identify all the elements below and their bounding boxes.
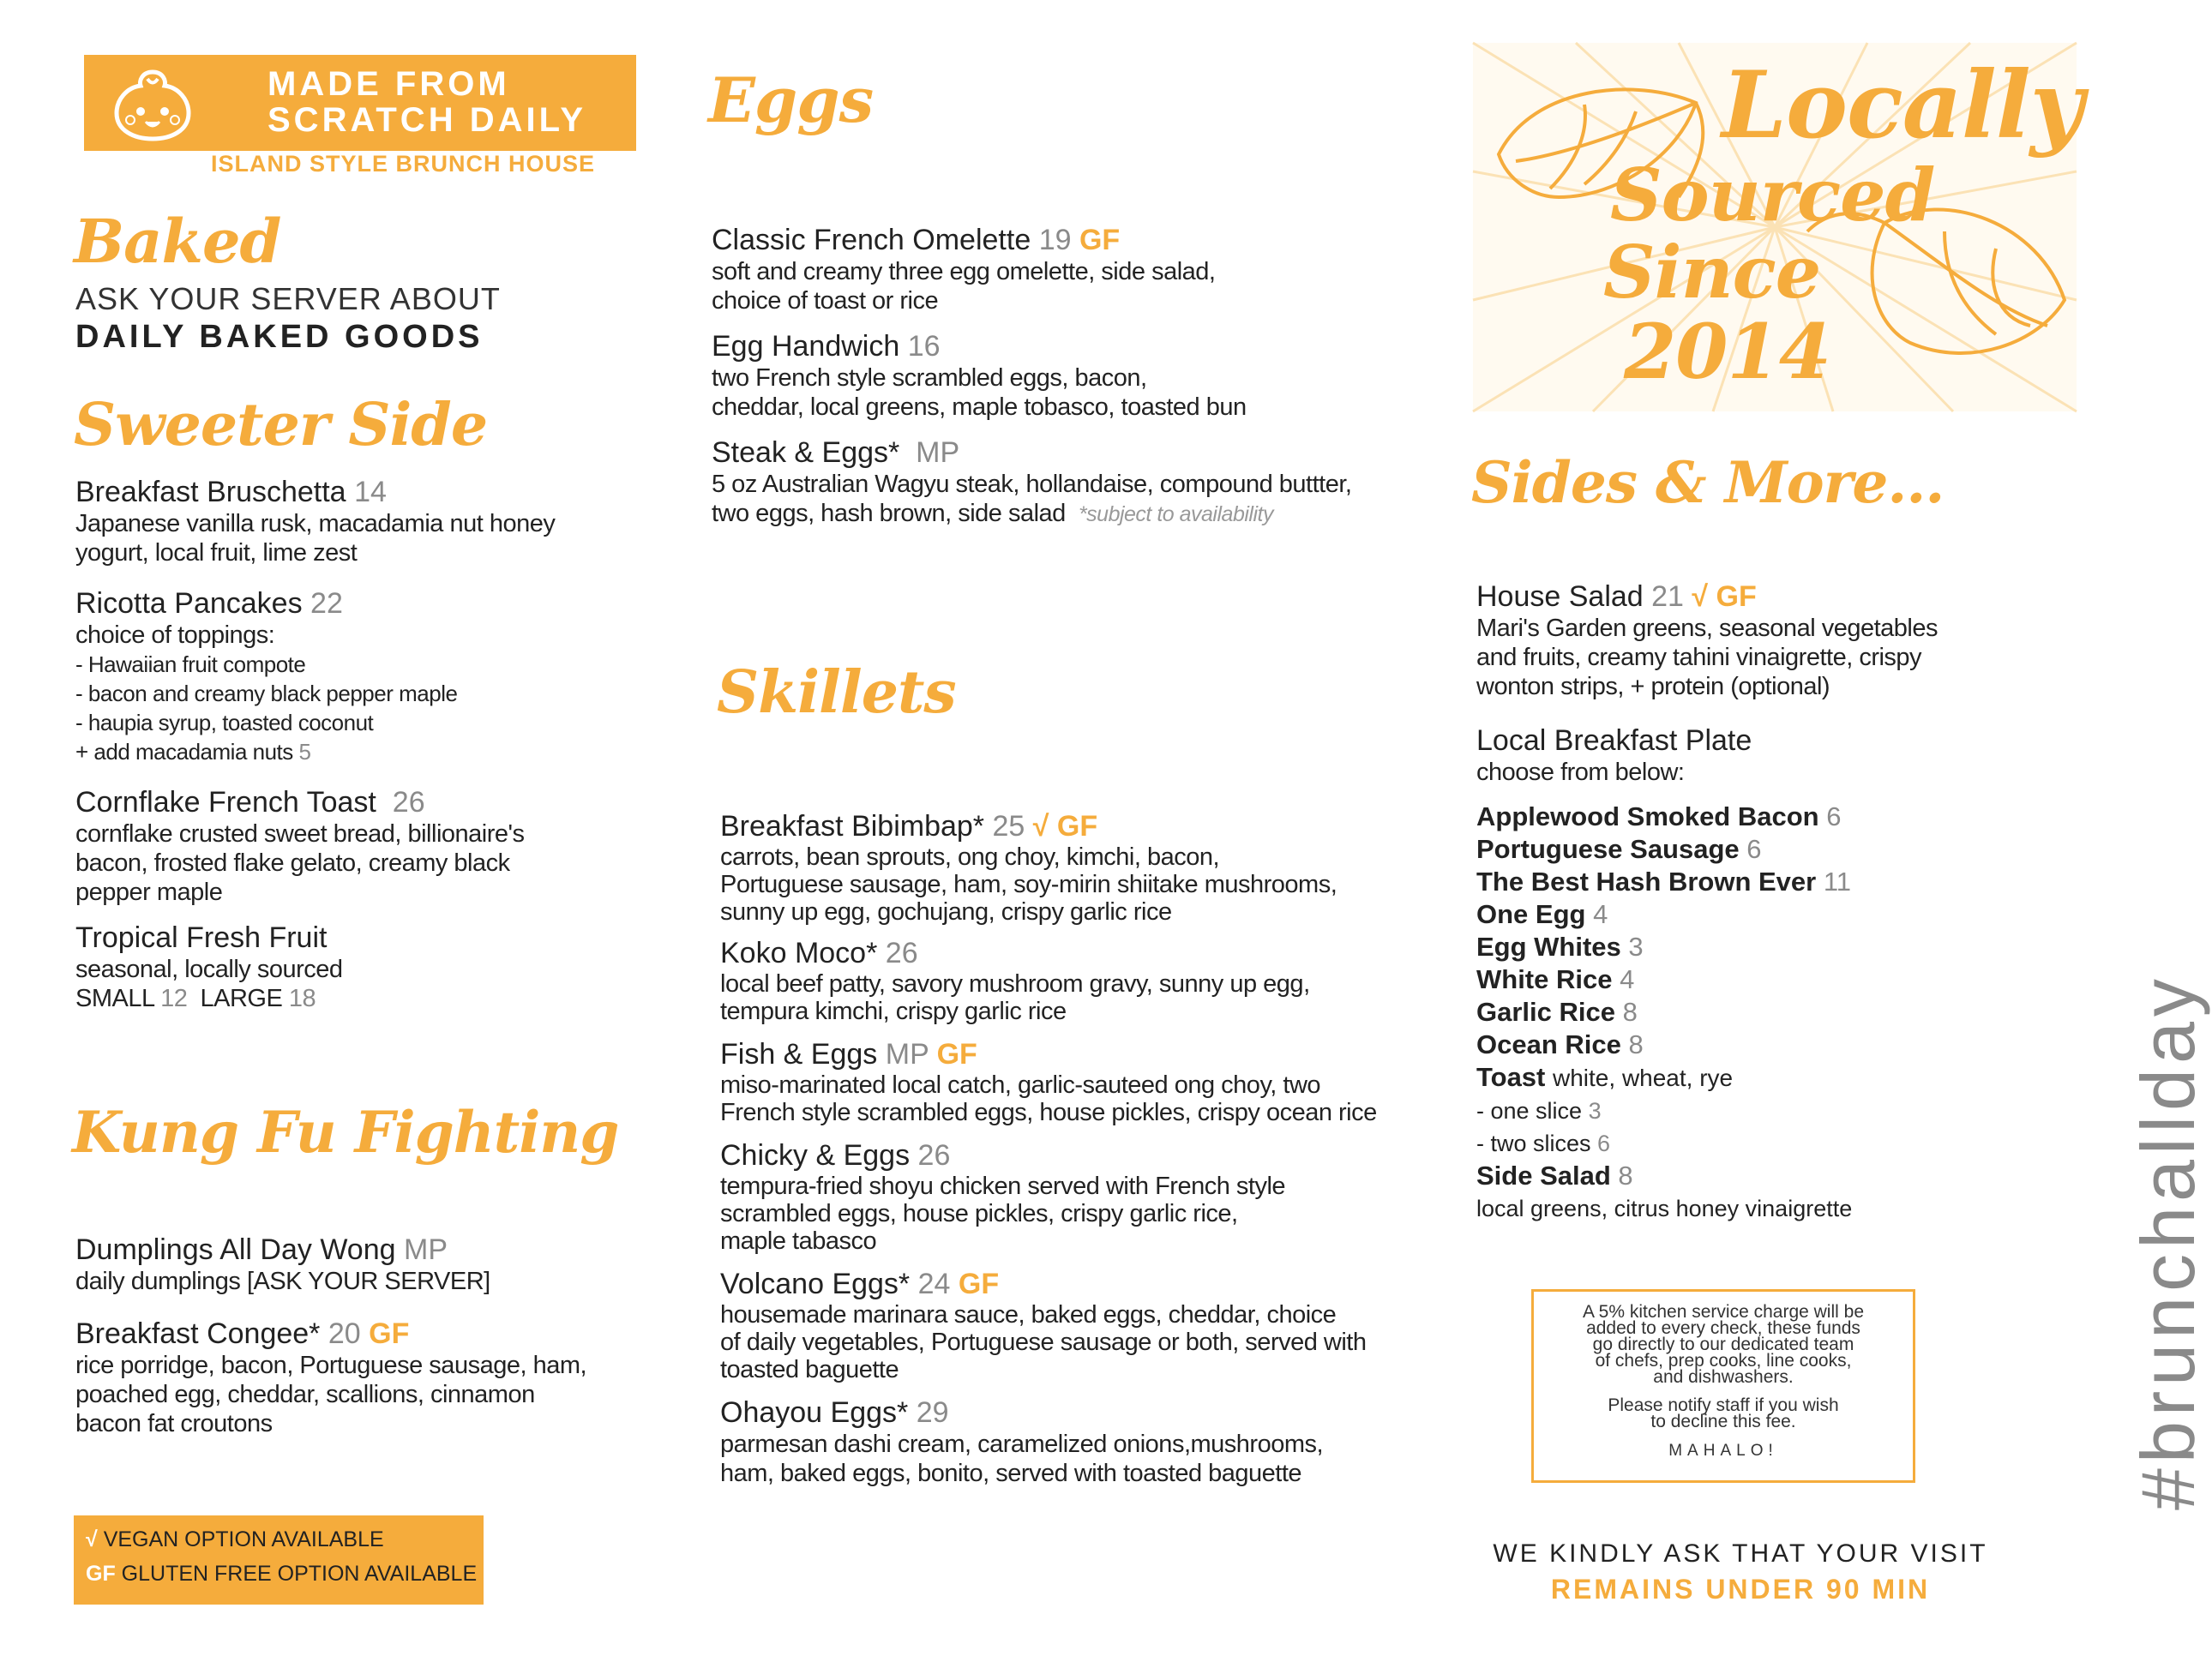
- item-price: 19: [1038, 224, 1072, 256]
- item-name: Koko Moco*: [720, 937, 878, 969]
- side-name: Toast: [1476, 1062, 1546, 1092]
- menu-item: [75, 921, 676, 1013]
- item-desc: ham, baked eggs, bonito, served with toasted baguette: [720, 1460, 1302, 1487]
- item-name: Egg Handwich: [712, 330, 900, 363]
- list-item: [1476, 1095, 2042, 1127]
- vegan-mark: √: [1032, 810, 1049, 843]
- kungfu-items: [75, 1233, 693, 1438]
- notice-decline: to decline this fee.: [1650, 1412, 1796, 1431]
- item-price: 24: [917, 1268, 951, 1300]
- header-tagline: ISLAND STYLE BRUNCH HOUSE: [211, 151, 596, 177]
- notice-line: of chefs, prep cooks, line cooks,: [1595, 1351, 1852, 1371]
- topping-option: - bacon and creamy black pepper maple: [75, 681, 458, 706]
- menu-item: [75, 586, 676, 766]
- item-desc: wonton strips, + protein (optional): [1476, 673, 1830, 700]
- size-small-price: 12: [160, 985, 188, 1012]
- item-name: Fish & Eggs: [720, 1038, 878, 1071]
- item-name: Dumplings All Day Wong: [75, 1233, 396, 1266]
- item-desc: French style scrambled eggs, house pickles, crispy ocean rice: [720, 1099, 1377, 1126]
- sides-list: [1476, 801, 2042, 1225]
- item-desc: toasted baguette: [720, 1356, 899, 1383]
- item-desc: Portuguese sausage, ham, soy-mirin shiitake mushrooms,: [720, 871, 1337, 898]
- toast-two-price: 6: [1597, 1131, 1611, 1156]
- bun-face-icon: [110, 62, 195, 144]
- notice-decline: Please notify staff if you wish: [1608, 1395, 1839, 1415]
- list-item: [1476, 931, 2042, 963]
- item-price: MP: [885, 1038, 929, 1071]
- side-name: Garlic Rice: [1476, 997, 1615, 1027]
- item-price: 20: [328, 1317, 361, 1350]
- item-name: Breakfast Bibimbap*: [720, 810, 985, 843]
- skillets-items: [720, 809, 1458, 1488]
- side-name: Ocean Rice: [1476, 1029, 1621, 1059]
- baked-title: Baked: [74, 206, 281, 277]
- item-price: 26: [917, 1139, 951, 1172]
- item-price: 16: [907, 330, 941, 363]
- notice-line: go directly to our dedicated team: [1592, 1335, 1854, 1354]
- item-name: Ricotta Pancakes: [75, 587, 303, 620]
- item-desc: choice of toast or rice: [712, 287, 939, 315]
- toast-options: white, wheat, rye: [1553, 1065, 1734, 1091]
- header-banner: [84, 55, 636, 151]
- item-desc: seasonal, locally sourced: [75, 956, 343, 983]
- item-desc: cornflake crusted sweet bread, billionaire's: [75, 820, 525, 848]
- sides-title: Sides & More...: [1471, 449, 1945, 516]
- notice-mahalo: MAHALO!: [1668, 1442, 1778, 1460]
- gf-tag: GF: [1079, 224, 1121, 256]
- menu-item: [720, 1395, 1458, 1488]
- list-item: [1476, 898, 2042, 931]
- badge-line-3: Since: [1603, 230, 1821, 315]
- side-name: Applewood Smoked Bacon: [1476, 801, 1819, 831]
- list-item: [1476, 1029, 2042, 1061]
- badge-line-1: Locally: [1722, 51, 2083, 159]
- vegan-mark: √: [86, 1527, 98, 1551]
- item-desc: bacon fat croutons: [75, 1410, 273, 1437]
- list-item: [1476, 1160, 2042, 1192]
- menu-item: [712, 223, 1449, 315]
- locally-sourced-badge: [1473, 43, 2083, 411]
- menu-item: [712, 329, 1449, 422]
- gf-tag: GF: [936, 1038, 977, 1071]
- menu-item: [720, 1138, 1458, 1255]
- item-desc: housemade marinara sauce, baked eggs, cheddar, choice: [720, 1301, 1337, 1329]
- item-name: Classic French Omelette: [712, 224, 1031, 256]
- menu-item: [720, 1267, 1458, 1383]
- sides-block: [1476, 579, 2042, 1225]
- eggs-items: [712, 223, 1449, 529]
- item-desc: 5 oz Australian Wagyu steak, hollandaise, compound buttter,: [712, 471, 1352, 498]
- side-salad-desc: local greens, citrus honey vinaigrette: [1476, 1196, 1853, 1221]
- gf-mark: GF: [86, 1562, 116, 1586]
- list-item: [1476, 996, 2042, 1029]
- skillets-title: Skillets: [717, 658, 956, 727]
- visit-line-1: WE KINDLY ASK THAT YOUR VISIT: [1493, 1539, 1988, 1568]
- item-price: 21: [1651, 580, 1684, 613]
- item-desc: choice of toppings:: [75, 621, 275, 649]
- item-name: Local Breakfast Plate: [1476, 724, 1752, 757]
- item-desc: poached egg, cheddar, scallions, cinnamon: [75, 1381, 535, 1408]
- sweeter-title: Sweeter Side: [74, 391, 488, 459]
- baked-line-2: DAILY BAKED GOODS: [75, 319, 484, 355]
- item-desc: bacon, frosted flake gelato, creamy black: [75, 849, 510, 877]
- item-desc: tempura-fried shoyu chicken served with French style: [720, 1173, 1286, 1200]
- item-desc: cheddar, local greens, maple tobasco, toasted bun: [712, 393, 1247, 421]
- list-item: [1476, 866, 2042, 898]
- side-price: 8: [1628, 1029, 1644, 1059]
- side-name: The Best Hash Brown Ever: [1476, 867, 1817, 897]
- legend-box: [74, 1515, 484, 1605]
- kungfu-title: Kung Fu Fighting: [72, 1099, 619, 1166]
- baked-line-1: ASK YOUR SERVER ABOUT: [75, 281, 501, 316]
- item-desc: tempura kimchi, crispy garlic rice: [720, 998, 1067, 1025]
- item-desc: sunny up egg, gochujang, crispy garlic rice: [720, 898, 1172, 926]
- item-price: 25: [992, 810, 1025, 843]
- item-name: Chicky & Eggs: [720, 1139, 911, 1172]
- item-price: 29: [916, 1396, 949, 1429]
- item-desc: miso-marinated local catch, garlic-sauteed ong choy, two: [720, 1071, 1321, 1099]
- notice-line: and dishwashers.: [1653, 1367, 1794, 1387]
- item-desc: rice porridge, bacon, Portuguese sausage, ham,: [75, 1352, 587, 1379]
- vegan-mark: √: [1692, 580, 1709, 613]
- item-name: Tropical Fresh Fruit: [75, 921, 328, 954]
- item-desc: daily dumplings [ASK YOUR SERVER]: [75, 1268, 490, 1295]
- item-desc: local beef patty, savory mushroom gravy, sunny up egg,: [720, 970, 1310, 998]
- visit-line-2: REMAINS UNDER 90 MIN: [1550, 1574, 1931, 1605]
- item-desc: choose from below:: [1476, 759, 1685, 786]
- menu-item: [720, 936, 1458, 1025]
- gf-tag: GF: [1716, 580, 1757, 613]
- menu-item: [712, 435, 1449, 529]
- item-price: 26: [392, 786, 425, 819]
- item-name: Ohayou Eggs*: [720, 1396, 909, 1429]
- item-price: MP: [404, 1233, 448, 1266]
- side-name: One Egg: [1476, 899, 1586, 929]
- item-desc: of daily vegetables, Portuguese sausage or both, served with: [720, 1329, 1367, 1356]
- list-item: [1476, 1061, 2042, 1095]
- gf-tag: GF: [1056, 810, 1098, 843]
- item-desc: scrambled eggs, house pickles, crispy garlic rice,: [720, 1200, 1238, 1227]
- eggs-title: Eggs: [708, 63, 874, 136]
- menu-item: [75, 475, 676, 567]
- item-desc: and fruits, creamy tahini vinaigrette, crispy: [1476, 644, 1922, 671]
- notice-line: added to every check, these funds: [1586, 1318, 1860, 1338]
- toast-one-price: 3: [1588, 1098, 1602, 1124]
- sweeter-items: [75, 475, 676, 1013]
- menu-item: [720, 1037, 1458, 1126]
- item-desc: carrots, bean sprouts, ong choy, kimchi, bacon,: [720, 843, 1220, 871]
- side-price: 3: [1628, 932, 1644, 962]
- item-desc: soft and creamy three egg omelette, side salad,: [712, 258, 1216, 285]
- item-name: House Salad: [1476, 580, 1644, 613]
- side-price: 11: [1823, 867, 1852, 897]
- item-name: Cornflake French Toast: [75, 786, 376, 819]
- vegan-legend-text: VEGAN OPTION AVAILABLE: [103, 1527, 384, 1551]
- toast-one-label: - one slice: [1476, 1098, 1583, 1124]
- list-item: [1476, 963, 2042, 996]
- menu-item: [75, 1317, 693, 1438]
- hashtag: #brunchallday: [2125, 974, 2210, 1510]
- list-item: [1476, 801, 2042, 833]
- item-desc: two French style scrambled eggs, bacon,: [712, 364, 1147, 392]
- item-price: 26: [885, 937, 918, 969]
- side-name: Portuguese Sausage: [1476, 834, 1740, 864]
- side-price: 6: [1826, 801, 1842, 831]
- menu-item: [75, 1233, 693, 1296]
- menu-item: [1476, 723, 2042, 787]
- item-desc: two eggs, hash brown, side salad: [712, 500, 1066, 527]
- item-desc: yogurt, local fruit, lime zest: [75, 539, 358, 567]
- item-desc: pepper maple: [75, 879, 223, 906]
- item-desc: parmesan dashi cream, caramelized onions,mushrooms,: [720, 1431, 1324, 1458]
- addon-price: 5: [298, 739, 311, 765]
- header-line-2: SCRATCH DAILY: [267, 101, 587, 139]
- side-price: 4: [1593, 899, 1608, 929]
- header-line-1: MADE FROM: [267, 65, 510, 103]
- gf-tag: GF: [958, 1268, 1000, 1300]
- side-name: Egg Whites: [1476, 932, 1621, 962]
- menu-item: [720, 809, 1458, 926]
- side-price: 8: [1622, 997, 1638, 1027]
- item-name: Breakfast Bruschetta: [75, 476, 346, 508]
- item-desc: Mari's Garden greens, seasonal vegetables: [1476, 615, 1938, 642]
- size-large-label: LARGE: [200, 985, 283, 1012]
- topping-option: - Hawaiian fruit compote: [75, 651, 306, 677]
- item-desc: maple tabasco: [720, 1227, 877, 1255]
- size-large-price: 18: [288, 985, 316, 1012]
- size-small-label: SMALL: [75, 985, 154, 1012]
- list-item: [1476, 833, 2042, 866]
- badge-year: 2014: [1624, 307, 1830, 396]
- side-name: Side Salad: [1476, 1161, 1611, 1191]
- service-charge-notice: [1531, 1289, 1915, 1483]
- addon-text: + add macadamia nuts: [75, 739, 293, 765]
- item-name: Breakfast Congee*: [75, 1317, 321, 1350]
- badge-line-2: Sourced: [1610, 153, 1935, 237]
- list-item: [1476, 1127, 2042, 1160]
- side-price: 4: [1620, 964, 1635, 994]
- side-price: 6: [1746, 834, 1762, 864]
- availability-note: *subject to availability: [1078, 502, 1273, 526]
- menu-item: [75, 785, 676, 907]
- item-price: 14: [354, 476, 387, 508]
- notice-line: A 5% kitchen service charge will be: [1583, 1302, 1864, 1322]
- topping-option: - haupia syrup, toasted coconut: [75, 710, 374, 735]
- side-price: 8: [1618, 1161, 1633, 1191]
- item-desc: Japanese vanilla rusk, macadamia nut honey: [75, 510, 556, 537]
- item-name: Volcano Eggs*: [720, 1268, 911, 1300]
- item-price: MP: [916, 436, 960, 469]
- gf-legend-text: GLUTEN FREE OPTION AVAILABLE: [121, 1562, 478, 1586]
- side-name: White Rice: [1476, 964, 1613, 994]
- toast-two-label: - two slices: [1476, 1131, 1591, 1156]
- gf-tag: GF: [369, 1317, 410, 1350]
- item-price: 22: [310, 587, 343, 620]
- item-name: Steak & Eggs*: [712, 436, 900, 469]
- menu-item: [1476, 579, 2042, 701]
